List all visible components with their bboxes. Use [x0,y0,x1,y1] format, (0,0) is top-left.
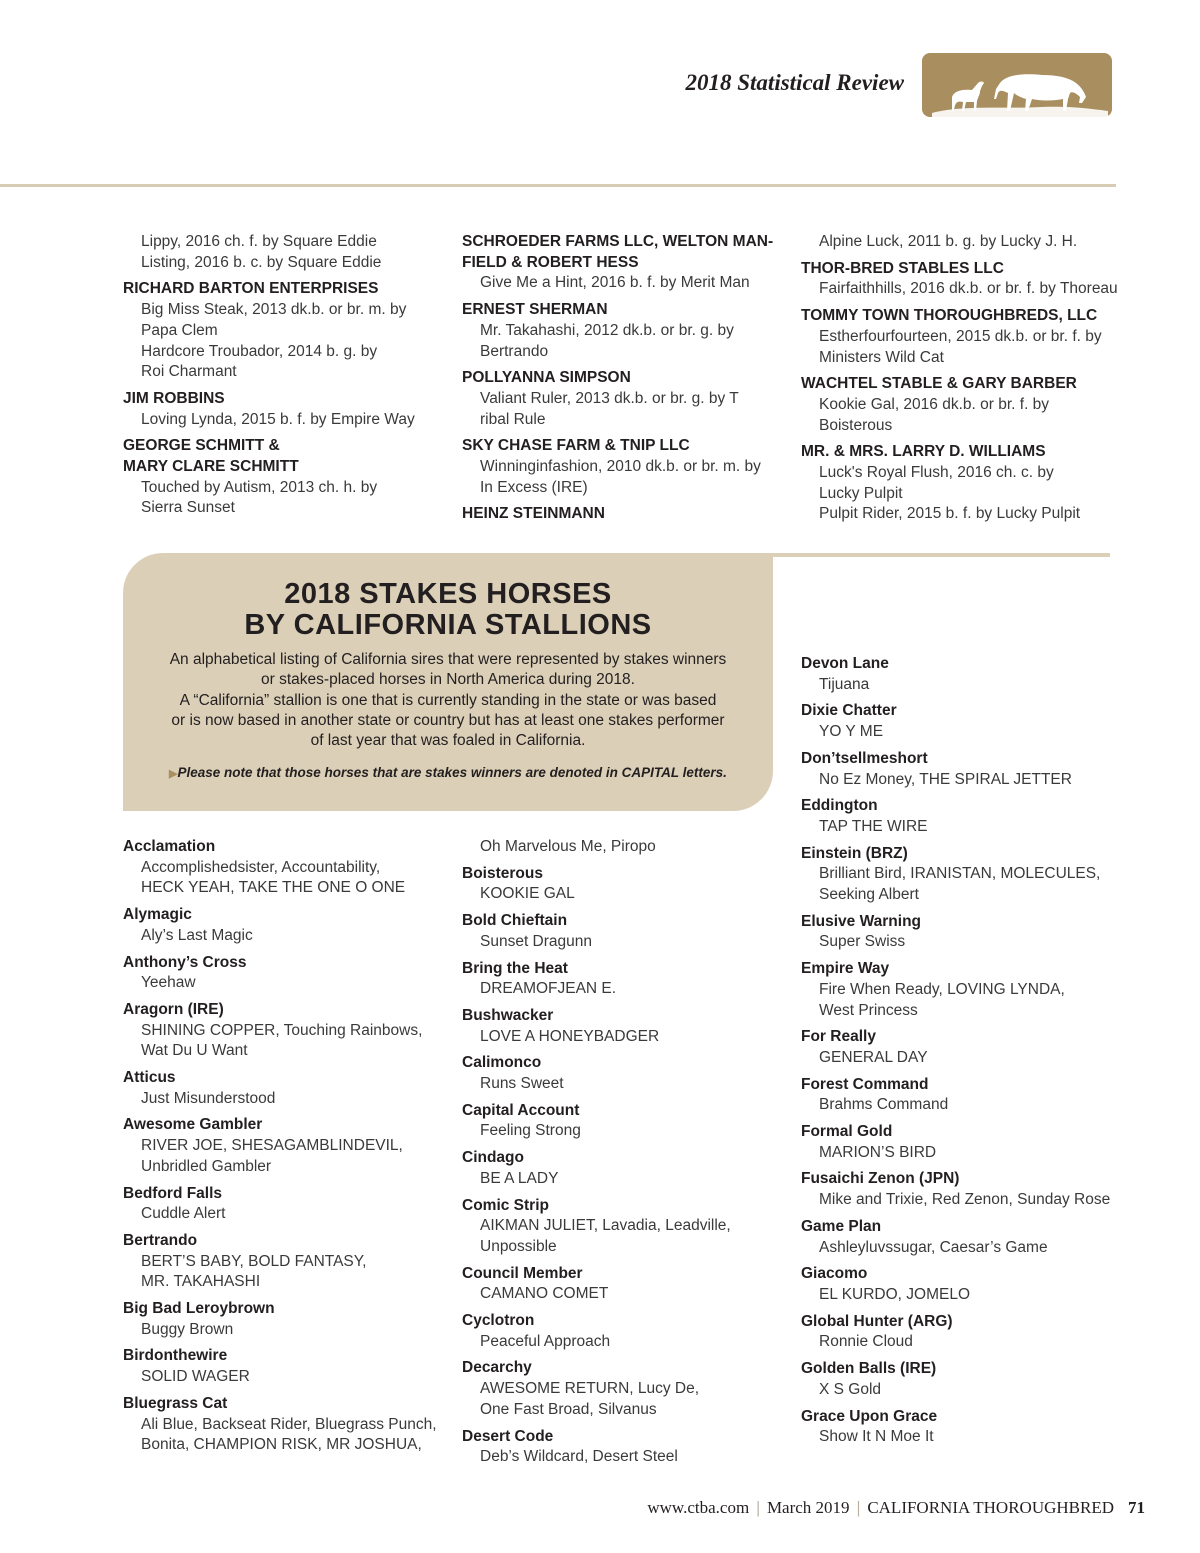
entry-name: Elusive Warning [801,912,922,930]
entry-detail: SOLID WAGER [141,1368,250,1386]
entry-detail: EL KURDO, JOMELO [819,1285,971,1303]
list-entry [801,796,1121,837]
entry-name: Eddington [801,797,878,815]
entry-detail: Lippy, 2016 ch. f. by Square Eddie [141,233,377,250]
entry-name: Big Bad Leroybrown [123,1300,275,1318]
list-entry [801,1169,1121,1210]
entry-detail: AIKMAN JULIET, Lavadia, Leadville, [480,1217,731,1235]
entry-name: Einstein (BRZ) [801,844,908,862]
entry-detail: Buggy Brown [141,1320,234,1338]
list-entry [123,1184,443,1225]
entry-name: Bold Chieftain [462,912,568,930]
entry-detail: Loving Lynda, 2015 b. f. by Empire Way [141,410,415,428]
entry-detail: RIVER JOE, SHESAGAMBLINDEVIL, [141,1137,403,1155]
entry-detail: Winninginfashion, 2010 dk.b. or br. m. by [480,458,761,476]
entry-detail: Hardcore Troubador, 2014 b. g. by [141,342,378,360]
entry-detail: Brilliant Bird, IRANISTAN, MOLECULES, [819,865,1101,883]
entry-name: Atticus [123,1069,176,1087]
entry-name: Desert Code [462,1427,554,1445]
list-entry [462,1101,782,1142]
footer-separator: | [856,1498,861,1517]
list-entry [123,279,443,383]
entry-detail: In Excess (IRE) [480,478,588,496]
list-entry [801,1312,1121,1353]
entry-detail: Pulpit Rider, 2015 b. f. by Lucky Pulpit [819,505,1081,523]
entry-detail: Mike and Trixie, Red Zenon, Sunday Rose [819,1191,1111,1209]
entry-detail: Unbridled Gambler [141,1157,272,1175]
entry-name: Formal Gold [801,1123,893,1141]
entry-detail: Touched by Autism, 2013 ch. h. by [141,478,378,496]
entry-name: Capital Account [462,1101,580,1119]
list-entry [801,442,1121,525]
horse-and-foal-logo-icon [922,53,1112,117]
list-entry [801,259,1121,300]
list-entry [462,504,782,525]
entry-detail: KOOKIE GAL [480,885,575,903]
entry-name: Cindago [462,1149,524,1167]
feature-title [123,579,773,641]
entry-detail: Fire When Ready, LOVING LYNDA, [819,980,1065,998]
entry-name: Empire Way [801,960,890,978]
entry-detail: CAMANO COMET [480,1285,609,1303]
feature-desc-line: or stakes-placed horses in North America during 2018. [261,671,635,689]
arrow-right-icon: ▶ [169,768,178,780]
entry-name: SCHROEDER FARMS LLC, WELTON MAN- [462,233,774,250]
list-entry [123,436,443,457]
feature-note-text: Please note that those horses that are stakes winners are denoted in CAPITAL letters. [177,765,727,780]
list-entry [801,1122,1121,1163]
footer-magazine: CALIFORNIA THOROUGHBRED [867,1498,1114,1517]
entry-detail: Sierra Sunset [141,499,235,517]
entry-name: MARY CLARE SCHMITT [123,458,299,476]
list-entry [801,1407,1121,1448]
list-entry [801,749,1121,790]
list-entry [801,654,1121,695]
owners-column-1 [123,232,443,525]
entry-detail: Oh Marvelous Me, Piropo [480,838,656,855]
entry-detail: Cuddle Alert [141,1205,226,1223]
feature-desc-line: of last year that was foaled in California. [310,732,586,750]
list-entry [801,374,1121,436]
entry-detail: Deb’s Wildcard, Desert Steel [480,1448,678,1466]
entry-detail: Unpossible [480,1237,557,1255]
list-entry [462,1053,782,1094]
entry-detail: Lucky Pulpit [819,484,903,502]
entry-detail: BE A LADY [480,1169,559,1187]
entry-detail: Roi Charmant [141,363,237,381]
entry-detail: ribal Rule [480,410,546,428]
feature-desc-line: A “California” stallion is one that is currently standing in the state or was based [179,691,717,709]
entry-name: Acclamation [123,838,216,855]
entry-detail: GENERAL DAY [819,1048,928,1066]
list-entry [462,1427,782,1468]
owners-column-2 [462,232,782,525]
entry-detail: Aly’s Last Magic [141,926,253,944]
entry-name: Anthony’s Cross [123,953,247,971]
list-entry [462,1196,782,1258]
entry-name: GEORGE SCHMITT & [123,437,280,455]
entry-detail: Feeling Strong [480,1122,581,1140]
header-divider [0,184,1116,187]
stakes-horses-feature-box [123,553,773,811]
entry-detail: Bertrando [480,342,549,360]
list-entry [462,1264,782,1305]
entry-detail: Show It N Moe It [819,1428,934,1446]
page-footer [647,1498,1145,1518]
entry-name: Game Plan [801,1217,882,1235]
feature-desc-line: An alphabetical listing of California sires that were represented by stakes winners [169,651,727,668]
list-entry [462,1311,782,1352]
entry-name: Calimonco [462,1054,542,1072]
entry-name: FIELD & ROBERT HESS [462,253,639,271]
entry-name: Don’tsellmeshort [801,749,928,767]
entry-detail: Ashleyluvssugar, Caesar’s Game [819,1238,1048,1256]
list-entry [123,1000,443,1062]
page-number: 71 [1128,1498,1145,1517]
list-entry [801,701,1121,742]
list-entry [801,232,1121,253]
entry-detail: No Ez Money, THE SPIRAL JETTER [819,770,1072,788]
list-entry [123,389,443,430]
entry-detail: Alpine Luck, 2011 b. g. by Lucky J. H. [819,233,1078,250]
entry-name: RICHARD BARTON ENTERPRISES [123,280,379,298]
entry-name: Bertrando [123,1231,198,1249]
list-entry [462,253,782,294]
entry-name: Bluegrass Cat [123,1394,228,1412]
entry-detail: X S Gold [819,1380,882,1398]
footer-separator: | [756,1498,760,1517]
list-entry [462,1148,782,1189]
entry-detail: Boisterous [819,416,893,434]
footer-issue: March 2019 [766,1498,850,1517]
list-entry [801,306,1121,368]
list-entry [801,1027,1121,1068]
list-entry [462,1358,782,1420]
list-entry [462,959,782,1000]
entry-detail: Listing, 2016 b. c. by Square Eddie [141,253,382,271]
entry-name: MR. & MRS. LARRY D. WILLIAMS [801,443,1046,461]
feature-description [153,650,743,751]
list-entry [801,1075,1121,1116]
entry-detail: Just Misunderstood [141,1089,276,1107]
stallions-column-1 [123,837,443,1462]
entry-name: POLLYANNA SIMPSON [462,369,631,387]
entry-name: For Really [801,1028,876,1046]
list-entry [462,1006,782,1047]
list-entry [123,1231,443,1293]
entry-detail: Ronnie Cloud [819,1333,913,1351]
entry-detail: Valiant Ruler, 2013 dk.b. or br. g. by T [480,389,739,407]
entry-detail: YO Y ME [819,723,884,741]
list-entry [123,1068,443,1109]
list-entry [123,232,443,273]
entry-name: Birdonthewire [123,1347,228,1365]
list-entry [123,457,443,519]
feature-title-line-1: 2018 STAKES HORSES [284,578,612,610]
list-entry [801,1264,1121,1305]
entry-detail: Fairfaithhills, 2016 dk.b. or br. f. by Thoreau [819,280,1118,298]
entry-detail: Runs Sweet [480,1075,564,1093]
list-entry [462,864,782,905]
entry-detail: Mr. Takahashi, 2012 dk.b. or br. g. by [480,321,734,339]
entry-detail: LOVE A HONEYBADGER [480,1027,660,1045]
entry-name: Decarchy [462,1359,532,1377]
list-entry [801,1217,1121,1258]
entry-name: Grace Upon Grace [801,1407,938,1425]
entry-name: Giacomo [801,1265,868,1283]
stallions-column-2 [462,837,782,1474]
list-entry [801,912,1121,953]
entry-detail: One Fast Broad, Silvanus [480,1400,657,1418]
entry-detail: Give Me a Hint, 2016 b. f. by Merit Man [480,274,750,292]
entry-name: Council Member [462,1264,583,1282]
entry-name: WACHTEL STABLE & GARY BARBER [801,375,1077,393]
feature-note [123,765,773,780]
list-entry [462,300,782,362]
running-header-title: 2018 Statistical Review [685,70,904,95]
entry-detail: Ministers Wild Cat [819,348,944,366]
entry-name: Bushwacker [462,1006,554,1024]
list-entry [801,959,1121,1021]
list-entry [123,1394,443,1456]
entry-name: HEINZ STEINMANN [462,505,605,523]
list-entry [123,905,443,946]
entry-detail: Accomplishedsister, Accountability, [141,858,381,876]
entry-name: Forest Command [801,1075,929,1093]
list-entry [462,837,782,858]
entry-name: Awesome Gambler [123,1116,263,1134]
list-entry [123,953,443,994]
entry-detail: Yeehaw [141,974,196,992]
entry-detail: HECK YEAH, TAKE THE ONE O ONE [141,879,406,897]
entry-detail: Papa Clem [141,321,218,339]
footer-website: www.ctba.com [647,1498,750,1517]
entry-name: JIM ROBBINS [123,389,225,407]
feature-desc-line: or is now based in another state or country but has at least one stakes performer [171,711,725,729]
entry-detail: Bonita, CHAMPION RISK, MR JOSHUA, [141,1436,422,1454]
entry-detail: Estherfourfourteen, 2015 dk.b. or br. f. by [819,327,1102,345]
entry-name: Bring the Heat [462,959,568,977]
entry-name: Dixie Chatter [801,702,897,720]
entry-detail: MARION’S BIRD [819,1143,937,1161]
list-entry [123,837,443,899]
entry-detail: Wat Du U Want [141,1042,248,1060]
list-entry [462,232,782,253]
entry-name: SKY CHASE FARM & TNIP LLC [462,437,690,455]
entry-detail: Super Swiss [819,933,906,951]
entry-name: Fusaichi Zenon (JPN) [801,1170,960,1188]
entry-detail: TAP THE WIRE [819,817,928,835]
entry-detail: West Princess [819,1001,918,1019]
entry-detail: Seeking Albert [819,886,919,904]
list-entry [462,368,782,430]
entry-name: THOR-BRED STABLES LLC [801,259,1004,277]
list-entry [462,436,782,498]
list-entry [801,1359,1121,1400]
list-entry [123,1346,443,1387]
list-entry [462,911,782,952]
entry-name: ERNEST SHERMAN [462,301,608,319]
entry-name: Aragorn (IRE) [123,1000,224,1018]
entry-detail: Sunset Dragunn [480,932,593,950]
stallions-column-3 [801,654,1121,1454]
entry-detail: Ali Blue, Backseat Rider, Bluegrass Punch, [141,1415,437,1433]
feature-divider [773,553,1110,557]
entry-name: Comic Strip [462,1196,549,1214]
entry-detail: Peaceful Approach [480,1332,611,1350]
entry-name: Bedford Falls [123,1184,223,1202]
entry-name: Cyclotron [462,1312,535,1330]
owners-column-3 [801,232,1121,531]
entry-detail: Luck's Royal Flush, 2016 ch. c. by [819,464,1054,482]
entry-name: TOMMY TOWN THOROUGHBREDS, LLC [801,307,1098,325]
entry-detail: Tijuana [819,675,870,693]
feature-title-line-2: BY CALIFORNIA STALLIONS [244,609,652,641]
entry-detail: MR. TAKAHASHI [141,1273,261,1291]
entry-detail: Brahms Command [819,1096,949,1114]
entry-name: Golden Balls (IRE) [801,1360,937,1378]
entry-name: Global Hunter (ARG) [801,1312,953,1330]
entry-detail: Kookie Gal, 2016 dk.b. or br. f. by [819,395,1050,413]
entry-name: Boisterous [462,864,543,882]
entry-detail: DREAMOFJEAN E. [480,980,617,998]
list-entry [123,1115,443,1177]
list-entry [801,844,1121,906]
entry-detail: SHINING COPPER, Touching Rainbows, [141,1021,423,1039]
entry-name: Devon Lane [801,655,889,672]
list-entry [123,1299,443,1340]
entry-detail: BERT’S BABY, BOLD FANTASY, [141,1252,367,1270]
entry-detail: Big Miss Steak, 2013 dk.b. or br. m. by [141,301,407,319]
entry-detail: AWESOME RETURN, Lucy De, [480,1380,700,1398]
entry-name: Alymagic [123,906,192,924]
